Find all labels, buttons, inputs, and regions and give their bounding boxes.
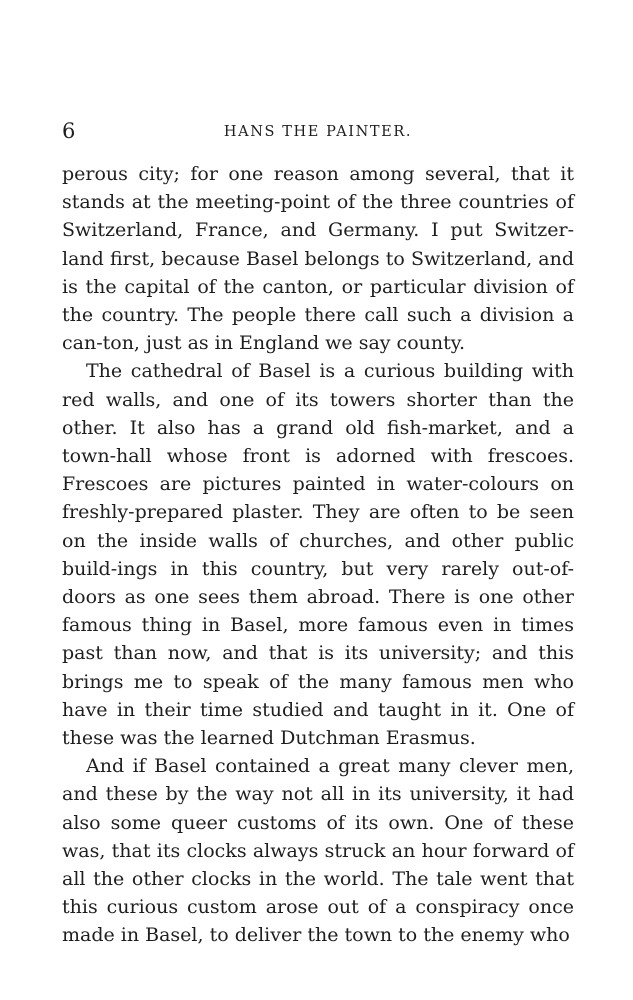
running-head [62,116,574,146]
body-text [62,160,574,950]
running-title: HANS THE PAINTER. [223,124,413,140]
paragraph-customs: And if Basel contained a great many clever men, and these by the way not all in its university, it had also some queer customs of its own. One of these was, that its clocks always struck an hour forward of all the other clocks in the world. The tale went that this curious custom arose out of a conspiracy once made in Basel, to deliver the town to the enemy who [62,755,574,947]
paragraph-continued: perous city; for one reason among several, that it stands at the meeting-point of the three countries of Switzerland, France, and Germany. I put Switzer-land first, because Basel belongs to Switzerland, and is the capital of the canton, or particular division of the country. The people there call such a division a can-ton, just as in England we say county. [62,163,574,355]
paragraph-cathedral: The cathedral of Basel is a curious building with red walls, and one of its towers shorter than the other. It also has a grand old fish-market, and a town-hall whose front is adorned with frescoes. Frescoes are pictures painted in water-colours on freshly-prepared plaster. They are often to be seen on the inside walls of churches, and other public build-ings in this country, but very rarely out-of-doors as one sees them abroad. There is one other famous thing in Basel, more famous even in times past than now, and that is its university; and this brings me to speak of the many famous men who have in their time studied and taught in it. One of these was the learned Dutchman Erasmus. [62,360,574,750]
page-number: 6 [62,119,76,143]
